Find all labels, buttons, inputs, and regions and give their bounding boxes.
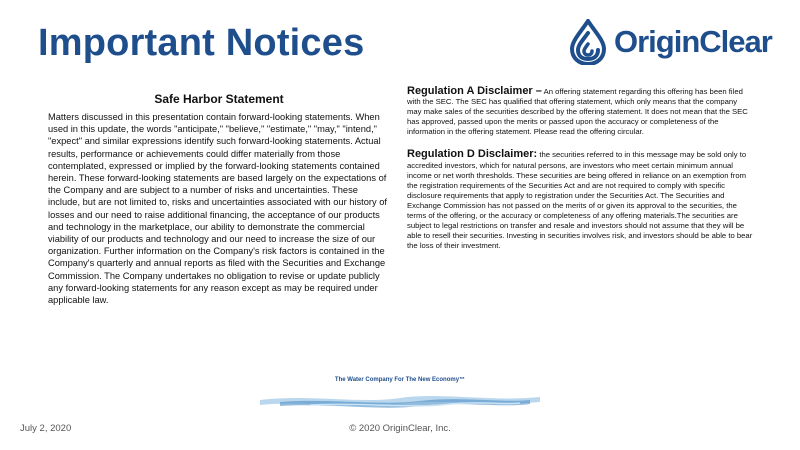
footer-copyright: © 2020 OriginClear, Inc. [349, 423, 451, 434]
regulation-a-heading: Regulation A Disclaimer – [407, 85, 542, 97]
regulation-d-body: the securities referred to in this message may be sold only to accredited investors, which for natural persons, are investors who meet certain minimum annual income or net worth thresholds. These securities are being offered in reliance on an exemption from the registration requirements of the Securities Act and are not required to comply with specific disclosure requirements that apply to registration under the Securities Act. The Securities and Exchange Commission has not passed on the merits of or given its approval to the securities, the terms of the offering, or the accuracy or completeness of any offering materials.The securities are subject to legal restrictions on transfer and resale and investors should not assume that they will be able to resell their securities. Investing in securities involves risk, and investors should be able to bear the loss of their investment. [407, 150, 753, 251]
regulation-a-body: An offering statement regarding this offering has been filed with the SEC. The SEC has qualified that offering statement, which only means that the company may make sales of the securities described by the offering statement. It does not mean that the SEC has approved, passed upon the merits or passed upon the accuracy or completeness of the information in the offering statement. Please read the offering circular. [407, 87, 748, 137]
water-drop-logo-icon [566, 19, 610, 65]
safe-harbor-section [48, 92, 390, 306]
footer-date: July 2, 2020 [20, 423, 72, 434]
logo-text: OriginClear [614, 24, 772, 59]
regulation-a-paragraph [407, 86, 753, 137]
safe-harbor-body: Matters discussed in this presentation contain forward-looking statements. When used in this update, the words "anticipate," "believe," "estimate," "may," "intend," "expect" and similar expressions identify such forward-looking statements. Actual results, performance or achievements could differ materially from those contemplated, expressed or implied by the forward-looking statements contained herein. These forward-looking statements are based largely on the expectations of the Company and are subject to a number of risks and uncertainties. These include, but are not limited to, risks and uncertainties associated with our history of losses and our need to raise additional financing, the acceptance of our products and technology in the marketplace, our ability to demonstrate the commercial viability of our products and technology and our need to increase the size of our organization. Further information on the Company's risk factors is contained in the Company's quarterly and annual reports as filed with the Securities and Exchange Commission. The Company undertakes no obligation to revise or update publicly any forward-looking statements for any reason except as may be required under applicable law. [48, 112, 387, 306]
regulation-d-heading: Regulation D Disclaimer: [407, 148, 538, 161]
tagline: The Water Company For The New Economy™ [334, 377, 466, 383]
safe-harbor-heading: Safe Harbor Statement [154, 92, 284, 106]
company-logo [566, 16, 782, 68]
regulation-d-paragraph [407, 149, 753, 251]
page-title: Important Notices [38, 22, 365, 64]
disclaimers-section [407, 86, 753, 251]
water-splash-graphic [250, 388, 550, 414]
